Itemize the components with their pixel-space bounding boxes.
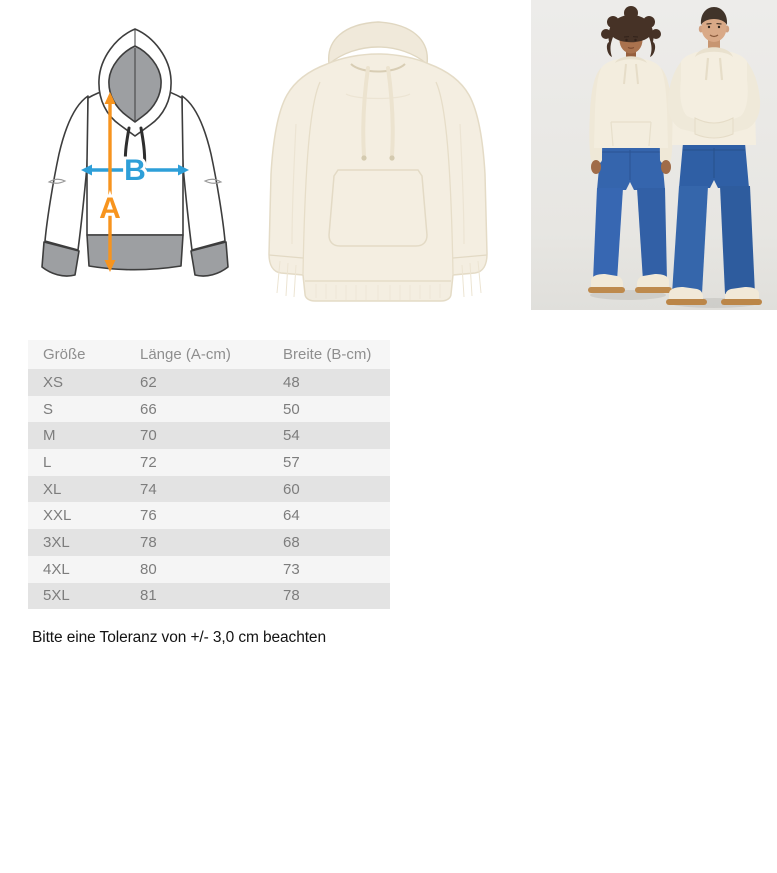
label-a: A — [99, 192, 121, 225]
size-cell-width: 50 — [283, 396, 390, 423]
hoodie-outline-icon — [30, 22, 240, 300]
size-cell-label: XXL — [28, 502, 140, 529]
size-cell-label: L — [28, 449, 140, 476]
size-row — [28, 583, 390, 610]
size-cell-length: 78 — [140, 529, 283, 556]
size-cell-width: 54 — [283, 422, 390, 449]
size-chart-header-row — [28, 340, 390, 369]
size-row — [28, 556, 390, 583]
size-cell-width: 57 — [283, 449, 390, 476]
size-cell-width: 78 — [283, 583, 390, 610]
size-cell-label: 4XL — [28, 556, 140, 583]
size-cell-length: 74 — [140, 476, 283, 503]
size-cell-label: XS — [28, 369, 140, 396]
size-row — [28, 449, 390, 476]
size-cell-width: 73 — [283, 556, 390, 583]
sleeve-right — [182, 96, 225, 250]
kangaroo-pocket — [329, 170, 427, 246]
tolerance-note: Bitte eine Toleranz von +/- 3,0 cm beachten — [32, 629, 326, 646]
size-cell-width: 64 — [283, 502, 390, 529]
hand-left — [591, 160, 601, 174]
size-cell-width: 48 — [283, 369, 390, 396]
size-cell-label: 5XL — [28, 583, 140, 610]
size-row — [28, 369, 390, 396]
models-image — [531, 0, 777, 310]
sole-right — [721, 299, 762, 305]
col-header-size: Größe — [28, 340, 140, 369]
models-photo — [531, 0, 777, 310]
label-b: B — [124, 154, 146, 187]
aglet-right — [389, 155, 394, 160]
size-row — [28, 476, 390, 503]
size-cell-label: S — [28, 396, 140, 423]
hoodie-torso — [594, 58, 668, 148]
size-cell-length: 66 — [140, 396, 283, 423]
eye-left — [625, 39, 627, 41]
size-cell-length: 70 — [140, 422, 283, 449]
size-cell-width: 68 — [283, 529, 390, 556]
size-row — [28, 422, 390, 449]
col-header-width: Breite (B-cm) — [283, 340, 390, 369]
size-cell-label: 3XL — [28, 529, 140, 556]
hoodie-measurement-diagram — [30, 22, 240, 300]
size-cell-length: 81 — [140, 583, 283, 610]
hoodie-product-image — [256, 4, 502, 306]
sleeve-left — [45, 96, 88, 250]
size-cell-width: 60 — [283, 476, 390, 503]
size-cell-length: 62 — [140, 369, 283, 396]
sole-left — [666, 299, 707, 305]
size-chart-table — [28, 340, 390, 609]
size-row — [28, 529, 390, 556]
hand-right — [661, 160, 671, 174]
size-row — [28, 502, 390, 529]
col-header-length: Länge (A-cm) — [140, 340, 283, 369]
size-cell-length: 72 — [140, 449, 283, 476]
product-photo-hoodie-front — [256, 4, 502, 306]
size-cell-length: 80 — [140, 556, 283, 583]
size-cell-label: XL — [28, 476, 140, 503]
eye-left — [708, 26, 710, 28]
size-row — [28, 396, 390, 423]
product-description — [412, 339, 777, 356]
sole-right — [635, 287, 672, 293]
size-cell-length: 76 — [140, 502, 283, 529]
eye-right — [718, 26, 720, 28]
hem-band — [87, 235, 183, 270]
eye-right — [634, 39, 636, 41]
size-chart-body — [28, 369, 390, 609]
aglet-left — [361, 155, 366, 160]
sole-left — [588, 287, 625, 293]
size-cell-label: M — [28, 422, 140, 449]
